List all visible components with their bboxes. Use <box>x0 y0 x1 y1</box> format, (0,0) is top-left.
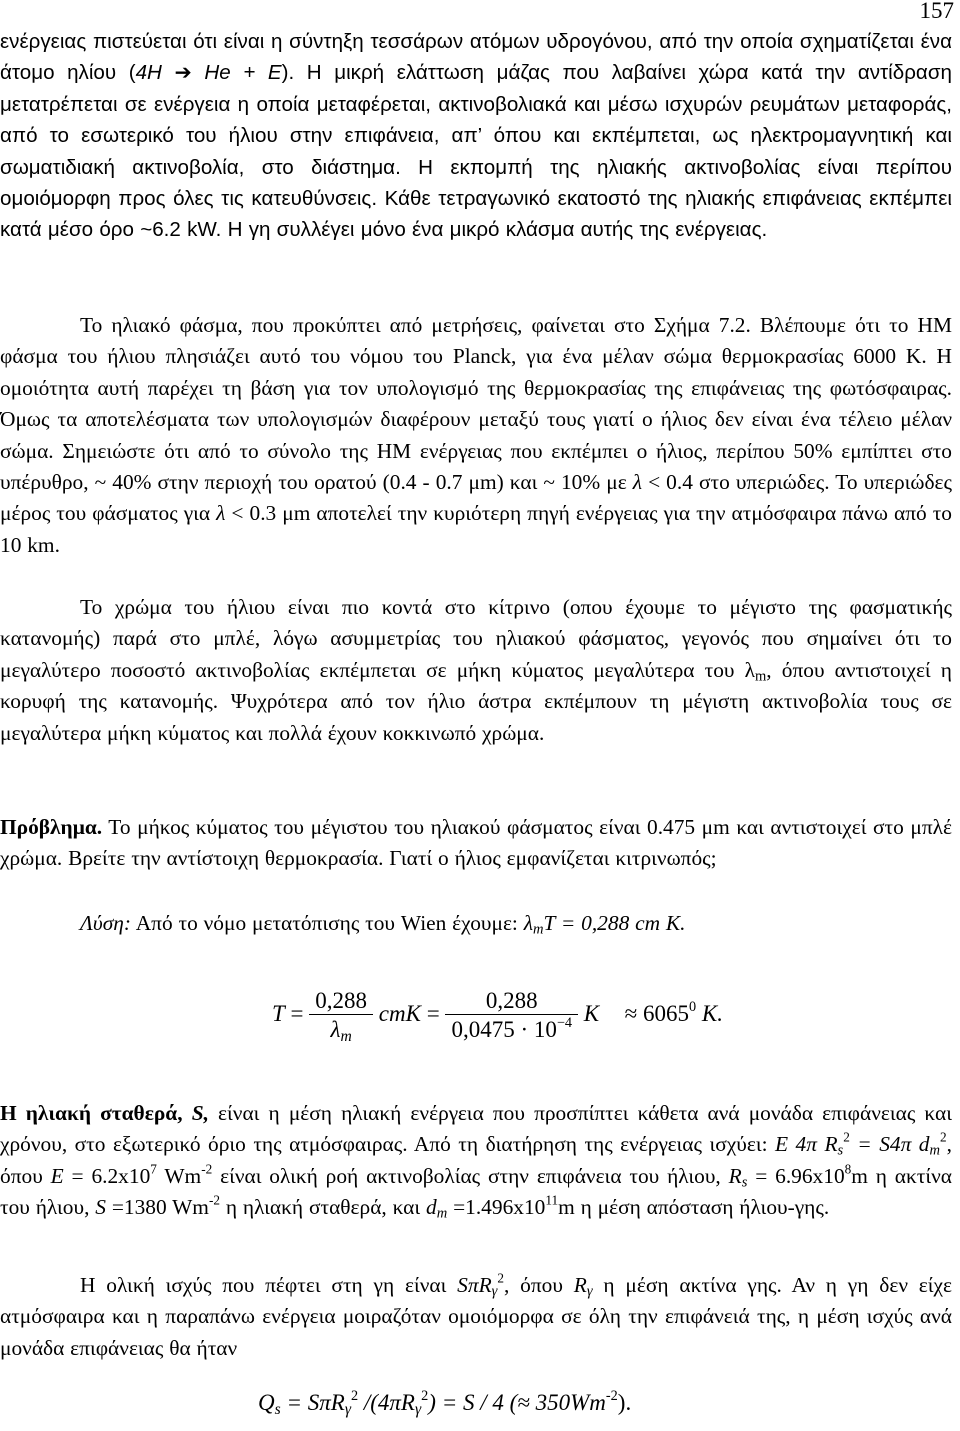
text-run: < 0.4 στο υπεριώδες. Το υπεριώδες μέρος του φάσματος για <box>0 470 952 526</box>
lambda-symbol: λ <box>330 1017 341 1042</box>
fraction <box>445 988 578 1043</box>
subscript: s <box>837 1143 844 1160</box>
formula-part: = SπR <box>280 1390 345 1415</box>
reaction-formula: 4H ➔ He + E <box>135 61 282 85</box>
text-run: m η μέση απόσταση ήλιου-γης. <box>558 1195 830 1220</box>
symbol: E <box>50 1163 64 1188</box>
problem-statement <box>0 812 952 875</box>
subscript: s <box>274 1400 281 1418</box>
subscript: m <box>340 1027 352 1045</box>
lambda-symbol: λ <box>632 470 643 495</box>
formula-part: ). <box>617 1390 632 1415</box>
formula-part: /(4πR <box>358 1390 415 1415</box>
subscript: s <box>741 1174 748 1191</box>
denominator <box>445 1014 578 1043</box>
text-run: , όπου <box>0 1132 953 1188</box>
text-run: < 0.3 μm αποτελεί την κυριότερη πηγή ενέργειας για την ατμόσφαιρα πάνω από το 10 km. <box>0 501 953 557</box>
symbol: Q <box>258 1390 275 1415</box>
exponent: 2 <box>497 1270 505 1286</box>
problem-label: Πρόβλημα. <box>0 815 103 839</box>
numerator: 0,288 <box>485 988 538 1013</box>
formula-part: ) = S / 4 (≈ 350Wm <box>428 1390 606 1415</box>
term-label: Η ηλιακή σταθερά, <box>0 1101 192 1125</box>
text-run: , όπου <box>504 1273 574 1297</box>
solution-label: Λύση: <box>80 911 132 935</box>
eq-operator: ≈ <box>624 1000 638 1026</box>
text-run: Από το νόμο μετατόπισης του Wien έχουμε: <box>131 911 524 935</box>
subscript: γ <box>344 1400 351 1418</box>
text-run: Το ηλιακό φάσμα, που προκύπτει από μετρήσεις, φαίνεται στο Σχήμα 7.2. Βλέπουμε ότι το ΗΜ φάσμα του ήλιου πλησιάζει αυτό του νόμου του Planck, για ένα μέλαν σώμα θερμοκρασίας 6000 K. Η ομοιότητα αυτή παρέχει τη βάση για τον υπολογισμό της θερμοκρασίας της επιφάνειας της φωτόσφαιρας. Όμως τα αποτελέσματα των υπολογισμών διαφέρουν μεταξύ τους γιατί ο ήλιος δεν είναι ένα τέλειο μέλαν σώμα. Σημειώστε ότι από το σύνολο της ΗΜ ενέργειας που εκπέμπει ο ήλιος, περίπου 50% εμπίπτει στο υπέρυθρο, ~ 40% στην περιοχή του ορατού (0.4 - 0.7 μm) και ~ 10% με <box>0 313 952 495</box>
equation-mean-power <box>258 1390 631 1416</box>
symbol: S <box>95 1195 106 1220</box>
subscript: m <box>754 668 767 685</box>
numerator: 0,288 <box>315 988 368 1013</box>
subscript: γ <box>491 1283 498 1300</box>
subscript: γ <box>414 1400 422 1418</box>
inline-formula: E 4π R <box>775 1132 838 1157</box>
symbol: d <box>426 1195 437 1220</box>
symbol: R <box>728 1163 742 1188</box>
inline-formula: = S4π d <box>849 1132 930 1157</box>
subscript: m <box>436 1205 448 1222</box>
exponent: 11 <box>545 1192 559 1208</box>
text-run: Η ολική ισχύς που πέφτει στη γη είναι <box>80 1273 458 1297</box>
paragraph-sun-color <box>0 592 952 749</box>
symbol: R <box>573 1273 587 1297</box>
exponent: −4 <box>556 1015 573 1032</box>
exponent: 2 <box>940 1130 947 1146</box>
text-run: είναι η μέση ηλιακή ενέργεια που προσπίπτει κάθετα ανά μονάδα επιφάνειας και χρόνου, στο εξωτερικό όριο της ατμόσφαιρας. Από τη διατήρηση της ενέργειας ισχύει: <box>0 1101 952 1157</box>
denominator <box>309 1014 373 1043</box>
text-run: = 6.2x10 <box>63 1163 151 1188</box>
exponent: 0 <box>689 998 697 1015</box>
text-run: είναι ολική ροή ακτινοβολίας στην επιφάνεια του ήλιου, <box>212 1163 729 1188</box>
solution-line <box>0 908 952 939</box>
text-run: =1.496x10 <box>447 1195 546 1220</box>
text-run: = 6.96x10 <box>747 1163 845 1188</box>
exponent: 7 <box>150 1161 157 1177</box>
text-run: Το χρώμα του ήλιου είναι πιο κοντά στο κίτρινο (οπου έχουμε το μέγιστο της φασματικής κατανομής) παρά στο μπλέ, λόγω ασυμμετρίας του ηλιακού φάσματος, γεγονός που σημαίνει ότι το μεγαλύτερο ποσοστό ακτινοβολίας εκπέμπεται σε μήκη κύματος μεγαλύτερα του λ <box>0 595 952 682</box>
paragraph-solar-fusion <box>0 26 952 246</box>
inline-formula: SπR <box>457 1273 492 1297</box>
unit: K <box>583 1000 600 1026</box>
paragraph-solar-spectrum <box>0 310 952 561</box>
fraction <box>309 988 373 1043</box>
paragraph-earth-power <box>0 1270 952 1364</box>
page-number: 157 <box>919 0 954 23</box>
exponent: 8 <box>844 1161 852 1177</box>
lambda-symbol: λ <box>523 911 533 935</box>
text-run: η μέση ακτίνα γης. Αν η γη δεν είχε ατμόσφαιρα και η παραπάνω ενέργεια μοιραζόταν ομοιόμορφα σε όλη την επιφάνειά της, η μέση ισχύς ανά μονάδα επιφάνειας θα ήταν <box>0 1273 953 1360</box>
subscript: m <box>532 921 544 938</box>
wien-formula: T = 0,288 cm K. <box>543 911 686 935</box>
subscript: m <box>929 1143 941 1160</box>
text-run: ενέργειας πιστεύεται ότι είναι η σύντηξη τεσσάρων ατόμων υδρογόνου, από την οποία σχηματίζεται ένα άτομο ηλίου ( <box>0 30 952 85</box>
eq-operator: = <box>290 1000 304 1026</box>
text-run: =1380 Wm <box>105 1195 209 1220</box>
exponent: 2 <box>421 1388 429 1405</box>
text-run: Το μήκος κύματος του μέγιστου του ηλιακού φάσματος είναι 0.475 μm και αντιστοιχεί στο μπλέ χρώμα. Βρείτε την αντίστοιχη θερμοκρασία. Γιατί ο ήλιος εμφανίζεται κιτρινωπός; <box>0 815 952 871</box>
subscript: γ <box>586 1283 593 1300</box>
equation-temperature <box>272 988 723 1043</box>
text-run: , όπου αντιστοιχεί η κορυφή της κατανομής. Ψυχρότερα από τον ήλιο άστρα εκπέμπουν τη μέγιστη ακτινοβολία τους σε μεγαλύτερα μήκη κύματος και πολλά έχουν κοκκινωπό χρώμα. <box>0 657 952 745</box>
text-run: η ηλιακή σταθερά, και <box>220 1195 426 1220</box>
denominator-value: 0,0475 · 10 <box>451 1017 557 1042</box>
result-value: 6065 <box>643 1000 689 1026</box>
exponent: -2 <box>201 1161 213 1177</box>
eq-operator: = <box>426 1000 440 1026</box>
exponent: -2 <box>605 1388 618 1405</box>
exponent: 2 <box>350 1388 359 1405</box>
eq-symbol: T <box>272 1000 285 1026</box>
unit: K. <box>696 1000 723 1026</box>
text-run: m η ακτίνα του ήλιου, <box>0 1163 952 1220</box>
paragraph-solar-constant <box>0 1098 952 1224</box>
text-run: ). Η μικρή ελάττωση μάζας που λαβαίνει χώρα κατά την αντίδραση μετατρέπεται σε ενέργεια η οποία μεταφέρεται, ακτινοβολιακά και μέσω ισχυρών ρευμάτων μεταφοράς, από το εσωτερικό του ήλιου στην επιφάνεια, απ’ όπου και εκπέμπεται, ως ηλεκτρομαγνητική και σωματιδιακή ακτινοβολία, στο διάστημα. Η εκπομπή της ηλιακής ακτινοβολίας είναι περίπου ομοιόμορφη προς όλες τις κατευθύνσεις. Κάθε τετραγωνικό εκατοστό της ηλιακής επιφάνειας εκπέμπει κατά μέσο όρο ~6.2 kW. Η γη συλλέγει μόνο ένα μικρό κλάσμα αυτής της ενέργειας. <box>0 61 952 242</box>
lambda-symbol: λ <box>216 501 226 526</box>
unit: cmK <box>378 1000 421 1026</box>
exponent: -2 <box>208 1192 220 1208</box>
term-symbol: S, <box>191 1101 209 1125</box>
unit: Wm <box>156 1163 202 1188</box>
exponent: 2 <box>843 1130 850 1146</box>
